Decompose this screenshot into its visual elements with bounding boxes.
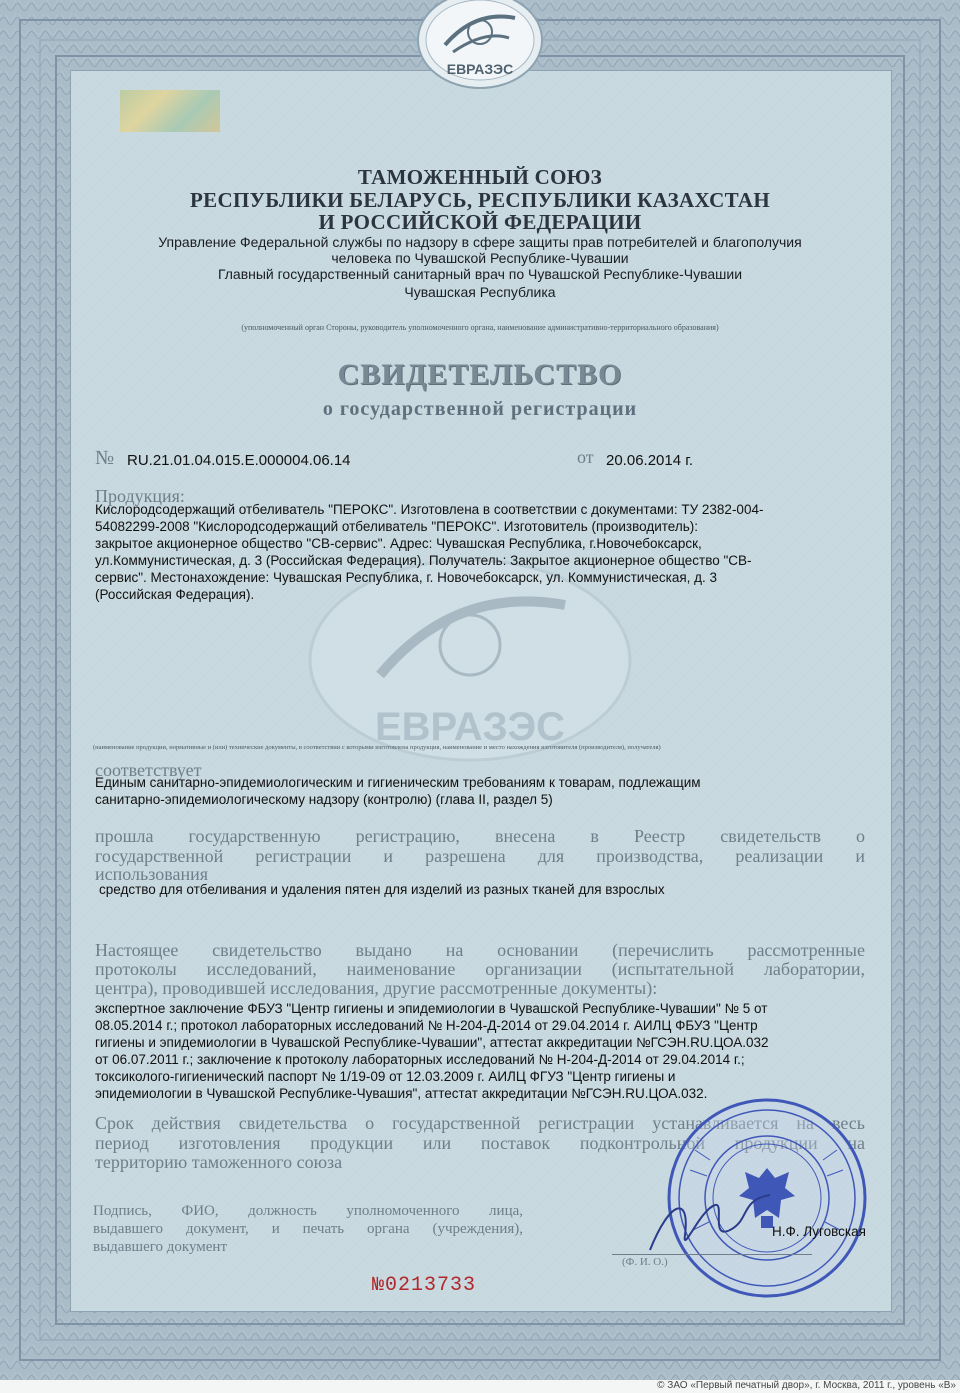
product-label: Продукция: bbox=[95, 486, 185, 506]
signature-rule bbox=[612, 1254, 812, 1255]
registered-line-3: использования bbox=[95, 864, 209, 884]
authority-line-4: Чувашская Республика bbox=[404, 284, 556, 300]
conformity-line-2: санитарно-эпидемиологическому надзору (контролю) (глава II, раздел 5) bbox=[95, 792, 553, 807]
conformity-label: соответствует bbox=[95, 760, 202, 780]
validity-line-2: период изготовления продукции или поставок подконтрольной продукции на bbox=[95, 1133, 865, 1153]
authority-caption: (уполномоченный орган Стороны, руководитель уполномоченного органа, наименование административно-территориального образования) bbox=[241, 323, 719, 332]
basis-line-2: протоколы исследований, наименование организации (испытательной лаборатории, bbox=[95, 959, 865, 979]
product-line: закрытое акционерное общество "СВ-сервис". Адрес: Чувашская Республика, г.Новочебоксарск, bbox=[95, 536, 702, 551]
authority-line-1: Управление Федеральной службы по надзору в сфере защиты прав потребителей и благополучия bbox=[158, 234, 802, 250]
number-sign: № bbox=[95, 447, 115, 469]
registered-line-1: прошла государственную регистрацию, внесена в Реестр свидетельств о bbox=[95, 826, 865, 846]
authority-line-2: человека по Чувашской Республике-Чувашии bbox=[331, 250, 629, 266]
header-line-2: РЕСПУБЛИКИ БЕЛАРУСЬ, РЕСПУБЛИКИ КАЗАХСТАН bbox=[190, 188, 770, 212]
validity-line-3: территорию таможенного союза bbox=[95, 1152, 343, 1172]
product-line: Кислородсодержащий отбеливатель "ПЕРОКС". Изготовлена в соответствии с документами: ТУ 2382-004- bbox=[95, 502, 764, 517]
signature-line-2: выдавшего документ, и печать органа (учреждения), bbox=[93, 1221, 523, 1237]
validity-line-1: Срок действия свидетельства о государственной регистрации устанавливается на весь bbox=[95, 1113, 865, 1133]
hologram-sticker bbox=[120, 90, 220, 132]
signature-caption: (Ф. И. О.) bbox=[622, 1256, 668, 1268]
date-label: от bbox=[577, 447, 594, 467]
basis-document-line: экспертное заключение ФБУЗ "Центр гигиены и эпидемиологии в Чувашской Республике-Чувашии" № 5 от bbox=[95, 1001, 768, 1016]
registered-line-2: государственной регистрации и разрешена для производства, реализации и bbox=[95, 846, 865, 866]
basis-document-line: гигиены и эпидемиологии в Чувашской Республике-Чувашии", аттестат аккредитации №ГСЭН.RU.ЦОА.032 bbox=[95, 1035, 769, 1050]
authority-line-3: Главный государственный санитарный врач по Чувашской Республике-Чувашии bbox=[217, 266, 743, 282]
serial-number: №0213733 bbox=[372, 1274, 477, 1297]
product-line: ул.Коммунистическая, д. 3 (Российская Федерация). Получатель: Закрытое акционерное общество "СВ- bbox=[95, 553, 752, 568]
basis-document-line: токсиколого-гигиенический паспорт № 1/19-09 от 12.03.2009 г. АИЛЦ ФГУЗ "Центр гигиены и bbox=[95, 1069, 676, 1084]
document-title: СВИДЕТЕЛЬСТВО bbox=[337, 358, 623, 391]
signature-line-3: выдавшего документ bbox=[93, 1239, 228, 1255]
basis-document-line: от 06.07.2011 г.; заключение к протоколу лабораторных исследований № Н-204-Д-2014 от 29.04.2014 г.; bbox=[95, 1052, 745, 1067]
basis-line-1: Настоящее свидетельство выдано на основании (перечислить рассмотренные bbox=[95, 940, 865, 960]
basis-line-3: центра), проводившей исследования, другие рассмотренные документы): bbox=[95, 978, 658, 998]
product-caption: (наименование продукции, нормативные и (или) технические документы, в соответствии с которыми изготовлена продукция, наименование и место нахождения изготовителя (производителя), получателя) bbox=[93, 744, 661, 751]
product-description bbox=[95, 501, 875, 603]
eurasec-emblem bbox=[405, 0, 555, 95]
basis-document-line: 08.05.2014 г.; протокол лабораторных исследований № Н-204-Д-2014 от 29.04.2014 г. АИЛЦ ФБУЗ "Центр bbox=[95, 1018, 758, 1033]
printer-footer: © ЗАО «Первый печатный двор», г. Москва, 2011 г., уровень «В» bbox=[657, 1380, 956, 1391]
signatory-name: Н.Ф. Луговская bbox=[772, 1224, 866, 1239]
header-line-1: ТАМОЖЕННЫЙ СОЮЗ bbox=[357, 165, 603, 189]
document-subtitle: о государственной регистрации bbox=[322, 398, 638, 420]
product-line: (Российская Федерация). bbox=[95, 587, 255, 602]
product-line: сервис". Местонахождение: Чувашская Республика, г. Новочебоксарск, ул. Коммунистическая, д. 3 bbox=[95, 570, 718, 585]
header-line-3: И РОССИЙСКОЙ ФЕДЕРАЦИИ bbox=[318, 210, 642, 234]
conformity-line-1: Единым санитарно-эпидемиологическим и гигиеническим требованиям к товарам, подлежащим bbox=[95, 775, 701, 790]
watermark-text: ЕВРАЗЭС bbox=[374, 705, 566, 749]
emblem-text: ЕВРАЗЭС bbox=[446, 61, 514, 77]
usage-text: средство для отбеливания и удаления пятен для изделий из разных тканей для взрослых bbox=[99, 882, 665, 897]
registration-number: RU.21.01.04.015.Е.000004.06.14 bbox=[127, 452, 351, 469]
basis-document-line: эпидемиологии в Чувашской Республике-Чувашия", аттестат аккредитации №ГСЭН.RU.ЦОА.032. bbox=[95, 1086, 708, 1101]
registration-date: 20.06.2014 г. bbox=[606, 452, 694, 469]
signature-line-1: Подпись, ФИО, должность уполномоченного лица, bbox=[93, 1203, 523, 1219]
product-line: 54082299-2008 "Кислородсодержащий отбеливатель "ПЕРОКС". Изготовитель (производитель): bbox=[95, 519, 698, 534]
basis-documents bbox=[95, 1000, 875, 1102]
